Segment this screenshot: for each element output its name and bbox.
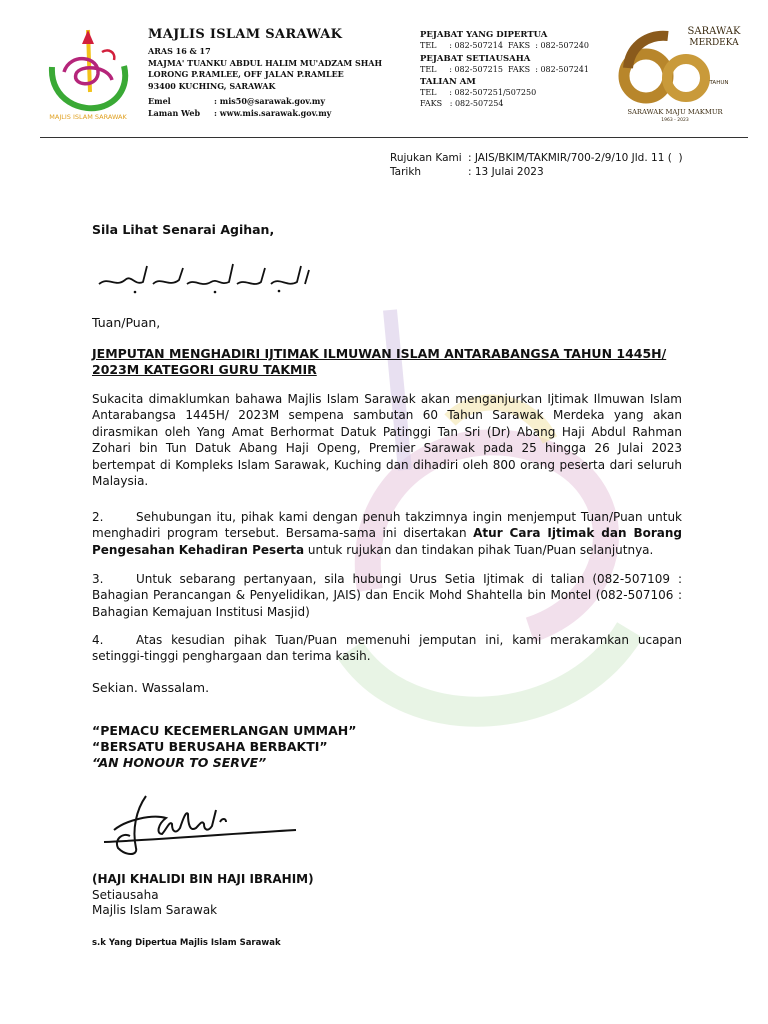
motto-block bbox=[92, 723, 356, 771]
date-value: : 13 Julai 2023 bbox=[468, 166, 544, 178]
paragraph-2-bold: Atur Cara Ijtimak dan Borang Pengesahan Kehadiran Peserta bbox=[92, 526, 682, 557]
motto-line-1: “PEMACU KECEMERLANGAN UMMAH” bbox=[92, 723, 357, 738]
email-label: Emel bbox=[148, 96, 171, 106]
office-phone-yang-dipertua: TEL : 082-507214 FAKS : 082-507240 bbox=[420, 41, 589, 50]
paragraph-2 bbox=[92, 509, 682, 558]
address-line-1: ARAS 16 & 17 bbox=[148, 46, 211, 56]
website-row bbox=[148, 108, 410, 120]
arabic-salam-calligraphy bbox=[95, 258, 315, 298]
paragraph-2-number: 2. bbox=[92, 510, 104, 524]
paragraph-1: Sukacita dimaklumkan bahawa Majlis Islam Sarawak akan menganjurkan Ijtimak Ilmuwan Islam Antarabangsa 1445H/ 2023M sempena sambutan 60 Tahun Sarawak Merdeka yang akan dirasmikan oleh Yang Amat Berhormat Datuk Patinggi Tan Sri (Dr) Abang Haji Abdul Rahman Zohari bin Tun Datuk Abang Haji Openg, Premier Sarawak pada 25 hingga 26 Julai 2023 bertempat di Kompleks Islam Sarawak, Kuching dan dihadiri oleh 800 orang peserta dari seluruh Malaysia. bbox=[92, 392, 682, 489]
paragraph-3-number: 3. bbox=[92, 572, 104, 586]
logo-top-text: SARAWAK bbox=[687, 26, 741, 37]
office-title-setiausaha: PEJABAT SETIAUSAHA bbox=[420, 53, 531, 64]
office-title-yang-dipertua: PEJABAT YANG DIPERTUA bbox=[420, 30, 548, 40]
website-link[interactable]: : www.mis.sarawak.gov.my bbox=[214, 107, 332, 118]
organization-name: MAJLIS ISLAM SARAWAK bbox=[148, 27, 343, 42]
reference-value: : JAIS/BKIM/TAKMIR/700-2/9/10 Jld. 11 ( ) bbox=[468, 152, 683, 164]
address-line-3: LORONG P.RAMLEE, OFF JALAN P.RAMLEE bbox=[148, 69, 344, 79]
paragraph-2-text-b: untuk rujukan dan tindakan pihak Tuan/Puan selanjutnya. bbox=[304, 542, 654, 557]
letter-subject: JEMPUTAN MENGHADIRI IJTIMAK ILMUWAN ISLAM ANTARABANGSA TAHUN 1445H/ 2023M KATEGORI GURU TAKMIR bbox=[92, 346, 667, 377]
office-title-talian-am: TALIAN AM bbox=[420, 77, 476, 87]
sarawak-merdeka-60-logo bbox=[616, 24, 741, 124]
logo-bottom-text: SARAWAK MAJU MAKMUR bbox=[627, 108, 723, 116]
paragraph-4-number: 4. bbox=[92, 633, 104, 647]
office-phone-setiausaha: TEL : 082-507215 FAKS : 082-507241 bbox=[420, 64, 589, 74]
email-link[interactable]: : mis50@sarawak.gov.my bbox=[214, 96, 326, 106]
watermark-logo bbox=[330, 270, 650, 740]
signer-block bbox=[92, 872, 314, 919]
address-line-2: MAJMA' TUANKU ABDUL HALIM MU'ADZAM SHAH bbox=[148, 57, 383, 68]
logo-top2-text: MERDEKA bbox=[689, 38, 739, 48]
email-row bbox=[148, 96, 410, 108]
reference-label: Rujukan Kami bbox=[390, 152, 462, 164]
website-label: Laman Web bbox=[148, 107, 201, 118]
logo-caption: MAJLIS ISLAM SARAWAK bbox=[49, 113, 127, 121]
motto-line-2: “BERSATU BERUSAHA BERBAKTI” bbox=[92, 739, 328, 754]
signer-name: (HAJI KHALIDI BIN HAJI IBRAHIM) bbox=[92, 872, 314, 886]
logo-tahun-text: TAHUN bbox=[709, 80, 729, 86]
motto-line-3: “AN HONOUR TO SERVE” bbox=[92, 755, 267, 770]
address-line-4: 93400 KUCHING, SARAWAK bbox=[148, 80, 276, 91]
letterhead-divider bbox=[40, 137, 748, 138]
date-label: Tarikh bbox=[390, 166, 422, 178]
paragraph-3 bbox=[92, 571, 682, 620]
carbon-copy-line: s.k Yang Dipertua Majlis Islam Sarawak bbox=[92, 938, 281, 948]
handwritten-signature bbox=[96, 790, 306, 860]
majlis-islam-sarawak-logo bbox=[42, 22, 134, 122]
paragraph-4-text: Atas kesudian pihak Tuan/Puan memenuhi jemputan ini, kami merakamkan ucapan setinggi-tinggi penghargaan dan terima kasih. bbox=[92, 633, 682, 664]
greeting: Tuan/Puan, bbox=[92, 315, 161, 330]
office-fax-talian-am: FAKS : 082-507254 bbox=[420, 98, 504, 108]
organization-address bbox=[148, 27, 410, 119]
signer-organization: Majlis Islam Sarawak bbox=[92, 903, 218, 917]
logo-years-text: 1963 - 2023 bbox=[661, 118, 689, 123]
office-phone-talian-am: TEL : 082-507251/507250 bbox=[420, 88, 537, 97]
paragraph-3-text: Untuk sebarang pertanyaan, sila hubungi Urus Setia Ijtimak di talian (082-507109 : Bahagian Perancangan & Penyelidikan, JAIS) dan Encik Mohd Shahtella bin Montel (082-507106 : Bahagian Kemajuan Institusi Masjid) bbox=[92, 572, 682, 619]
closing-line: Sekian. Wassalam. bbox=[92, 680, 210, 695]
recipient-line: Sila Lihat Senarai Agihan, bbox=[92, 222, 275, 237]
office-contacts bbox=[420, 30, 620, 109]
reference-block bbox=[390, 151, 683, 179]
paragraph-2-text-a: Sehubungan itu, pihak kami dengan penuh takzimnya ingin menjemput Tuan/Puan untuk menghadiri program tersebut. Bersama-sama ini disertakan bbox=[92, 510, 682, 541]
signer-title: Setiausaha bbox=[92, 887, 159, 902]
paragraph-4 bbox=[92, 632, 682, 665]
